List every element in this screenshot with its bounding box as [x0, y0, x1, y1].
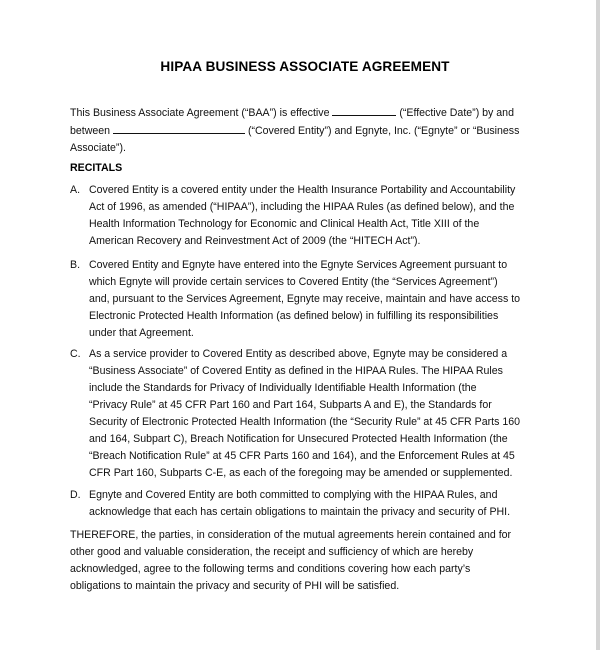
text-line: include the Standards for Privacy of Individually Identifiable Health Information (the	[89, 382, 477, 394]
text-line: THEREFORE, the parties, in consideration of the mutual agreements herein contained and for	[70, 529, 512, 541]
text-line: Security of Electronic Protected Health Information (the “Security Rule” at 45 CFR Parts 160	[89, 416, 520, 428]
recital-text	[89, 257, 540, 342]
recital-text	[89, 346, 540, 482]
recital-item	[70, 182, 540, 250]
recital-item	[70, 346, 540, 482]
text-line: which Egnyte will provide certain services to Covered Entity (the “Services Agreement”)	[89, 276, 498, 288]
text-line: and 164, Subpart C), Breach Notification for Unsecured Protected Health Information (the	[89, 433, 508, 445]
recital-letter: D.	[70, 489, 81, 501]
intro-line-3: Associate”).	[70, 142, 126, 154]
covered-entity-blank	[113, 122, 245, 134]
recital-item	[70, 257, 540, 342]
therefore-paragraph	[70, 527, 540, 595]
page-edge-shadow	[596, 0, 600, 650]
text-line: acknowledged, agree to the following terms and conditions covering how each party’s	[70, 563, 471, 575]
text-line: As a service provider to Covered Entity as described above, Egnyte may be considered a	[89, 348, 508, 360]
effective-date-blank	[332, 104, 396, 116]
recital-letter: B.	[70, 259, 81, 271]
intro-paragraph	[70, 104, 540, 157]
text-line: “Breach Notification Rule” at 45 CFR Parts 160 and 164), and the Enforcement Rules at 45	[89, 450, 515, 462]
text-line: Health Information Technology for Economic and Clinical Health Act, Title XIII of the	[89, 218, 480, 230]
recital-item	[70, 487, 540, 521]
text-line: Covered Entity is a covered entity under the Health Insurance Portability and Accountability	[89, 184, 516, 196]
text-line: Covered Entity and Egnyte have entered into the Egnyte Services Agreement pursuant to	[89, 259, 508, 271]
intro-text: between	[70, 125, 113, 137]
text-line: Act of 1996, as amended (“HIPAA”), including the HIPAA Rules (as defined below), and the	[89, 201, 515, 213]
text-line: under that Agreement.	[89, 327, 194, 339]
intro-text: This Business Associate Agreement (“BAA”) is effective	[70, 107, 333, 119]
text-line: Egnyte and Covered Entity are both committed to complying with the HIPAA Rules, and	[89, 489, 498, 501]
text-line: Electronic Protected Health Information (as defined below) in fulfilling its responsibilities	[89, 310, 499, 322]
recital-letter: C.	[70, 348, 81, 360]
text-line: “Business Associate” of Covered Entity as defined in the HIPAA Rules. The HIPAA Rules	[89, 365, 503, 377]
recital-text	[89, 487, 540, 521]
text-line: obligations to maintain the privacy and security of PHI will be satisfied.	[70, 580, 400, 592]
intro-line-1	[70, 104, 540, 122]
intro-text: (“Covered Entity”) and Egnyte, Inc. (“Egnyte” or “Business	[245, 125, 520, 137]
text-line: and, pursuant to the Services Agreement, Egnyte may receive, maintain and have access to	[89, 293, 521, 305]
recital-text	[89, 182, 540, 250]
text-line: CFR Part 160, Subparts C-E, as each of the foregoing may be amended or supplemented.	[89, 467, 513, 479]
intro-line-2	[70, 122, 540, 140]
text-line: “Privacy Rule” at 45 CFR Part 160 and Part 164, Subparts A and E), the Standards for	[89, 399, 492, 411]
text-line: American Recovery and Reinvestment Act of 2009 (the “HITECH Act”).	[89, 235, 421, 247]
text-line: other good and valuable consideration, the receipt and sufficiency of which are hereby	[70, 546, 474, 558]
intro-text: (“Effective Date”) by and	[396, 107, 514, 119]
recital-letter: A.	[70, 184, 81, 196]
recitals-heading: RECITALS	[70, 162, 123, 174]
document-title: HIPAA BUSINESS ASSOCIATE AGREEMENT	[160, 59, 450, 74]
text-line: acknowledge that each has certain obligations to maintain the privacy and security of PHI.	[89, 506, 511, 518]
